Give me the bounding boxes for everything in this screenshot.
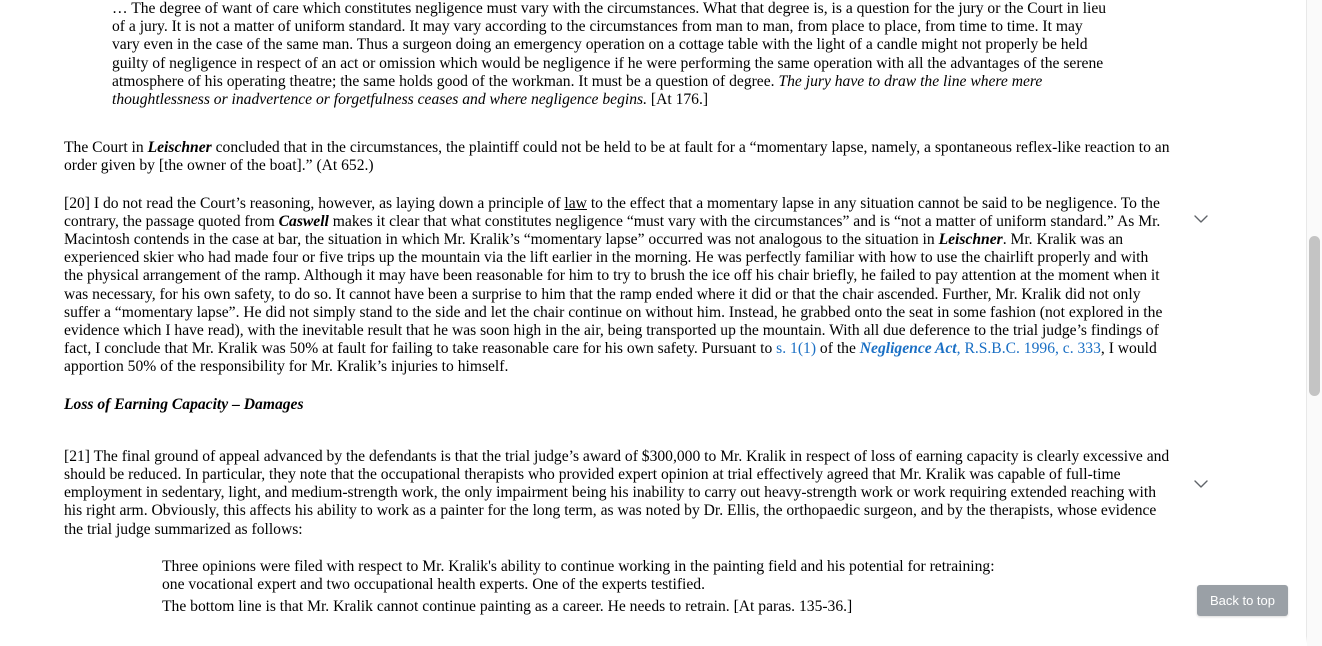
spacer	[64, 539, 1170, 558]
vertical-scrollbar-thumb[interactable]	[1309, 236, 1320, 396]
quote-2-line-2: The bottom line is that Mr. Kralik cannot continue painting as a career. He needs to retrain. [At paras. 135-36.]	[162, 598, 853, 616]
paragraph-21-number: [21]	[64, 447, 90, 465]
quote-citation: [At 176.]	[647, 91, 709, 109]
bottom-fade-overlay	[0, 636, 1307, 646]
block-quote-trial-judge	[162, 558, 1010, 617]
section-heading-loss-of-earning-capacity: Loss of Earning Capacity – Damages	[64, 395, 304, 413]
case-name-leischner-2: Leischner	[938, 231, 1003, 249]
paragraph-20-underlined-law: law	[564, 194, 587, 212]
link-negligence-act[interactable]: Negligence Act	[859, 340, 957, 358]
paragraph-20-text-6: , I would apportion 50% of the responsibility for Mr. Kralik’s injuries to himself.	[64, 340, 1157, 376]
case-name-leischner: Leischner	[147, 139, 212, 157]
paragraph-20-text-5: of the	[816, 340, 860, 358]
paragraph-20-text-1: I do not read the Court’s reasoning, however, as laying down a principle of	[89, 194, 565, 212]
paragraph-20	[64, 195, 1170, 377]
paragraph-20-text-4: . Mr. Kralik was an experienced skier who had made four or five trips up the mountain via the lift earlier in the morning. He was perfectly familiar with how to use the chairlift properly and with the physical arrangement of the ramp. Although it may have been reasonable for him to try to brush the ice off his chair briefly, he failed to pay attention at the moment when it was necessary, for his own safety, to do so. It cannot have been a surprise to him that the ramp ended where it did or that the chair ascended. Further, Mr. Kralik did not only suffer a “momentary lapse”. He did not simply stand to the side and let the chair continue on without him. Instead, he grabbed onto the seat in some fashion (not explored in the evidence which I have read), with the inevitable result that he was soon high in the air, being transported up the mountain. With all due deference to the trial judge’s findings of fact, I conclude that Mr. Kralik was 50% at fault for failing to take reasonable care for his own safety. Pursuant to	[64, 231, 1163, 358]
paragraph-21	[64, 448, 1170, 539]
quote-text-lead: … The degree of want of care which constitutes negligence must vary with the circumstances. What that degree is, is a question for the jury or the Court in lieu of a jury. It is not a matter of uniform standard. It may vary according to the circumstances from man to man, from place to place, from time to time. It may vary even in the case of the same man. Thus a surgeon doing an emergency operation on a cottage table with the light of a candle might not properly be held guilty of negligence in respect of an act or omission which would be negligence if he were performing the same operation with all the advantages of the serene atmosphere of his operating theatre; the same holds good of the workman. It must be a question of degree.	[112, 0, 1107, 90]
spacer	[64, 176, 1170, 195]
vertical-scrollbar-track[interactable]	[1306, 0, 1322, 646]
paragraph-20-text-3: makes it clear that what constitutes negligence “must vary with the circumstances” and is “not a matter of uniform standard.” As Mr. Macintosh contends in the case at bar, the situation in which Mr. Kralik’s “momentary lapse” occurred was not analogous to the situation in	[64, 212, 1161, 249]
link-negligence-act-citation[interactable]: , R.S.B.C. 1996, c. 333	[956, 340, 1101, 358]
paragraph-20-number: [20]	[64, 194, 90, 212]
quote-paragraph	[112, 0, 1110, 109]
chevron-down-icon[interactable]	[1190, 473, 1212, 495]
case-name-caswell: Caswell	[278, 212, 329, 230]
spacer	[64, 109, 1170, 139]
spacer	[64, 377, 1170, 396]
link-section-1-1[interactable]: s. 1(1)	[776, 340, 817, 358]
intro-text-2: concluded that in the circumstances, the plaintiff could not be held to be at fault for a “momentary lapse, namely, a spontaneous reflex-like reaction to an order given by [the owner of the boat].” (At 652.)	[64, 139, 1170, 175]
block-quote-caswell	[112, 0, 1110, 109]
intro-text-1: The Court in	[64, 139, 148, 157]
spacer	[64, 414, 1170, 448]
quote-text-italic: The jury have to draw the line where mere thoughtlessness or inadvertence or forgetfulness ceases and where negligence begins.	[112, 72, 1043, 109]
paragraph-20-text-2: to the effect that a momentary lapse in any situation cannot be said to be negligence. To the contrary, the passage quoted from	[64, 194, 1160, 230]
quote-2-line-1: Three opinions were filed with respect to Mr. Kralik's ability to continue working in the painting field and his potential for retraining: one vocational expert and two occupational health experts. One of the experts testified.	[162, 557, 995, 594]
paragraph-leischner-intro	[64, 139, 1170, 175]
chevron-down-icon[interactable]	[1190, 208, 1212, 230]
paragraph-21-text: The final ground of appeal advanced by the defendants is that the trial judge’s award of $300,000 to Mr. Kralik in respect of loss of earning capacity is clearly excessive and should be reduced. In particular, they note that the occupational therapists who provided expert opinion at trial effectively agreed that Mr. Kralik was capable of full-time employment in sedentary, light, and medium-strength work, the only impairment being his inability to carry out heavy-strength work or work requiring extended reaching with his right arm. Obviously, this affects his ability to work as a painter for the long term, as was noted by Dr. Ellis, the orthopaedic surgeon, and by the therapists, whose evidence the trial judge summarized as follows:	[64, 447, 1170, 538]
back-to-top-button[interactable]: Back to top	[1197, 585, 1288, 616]
